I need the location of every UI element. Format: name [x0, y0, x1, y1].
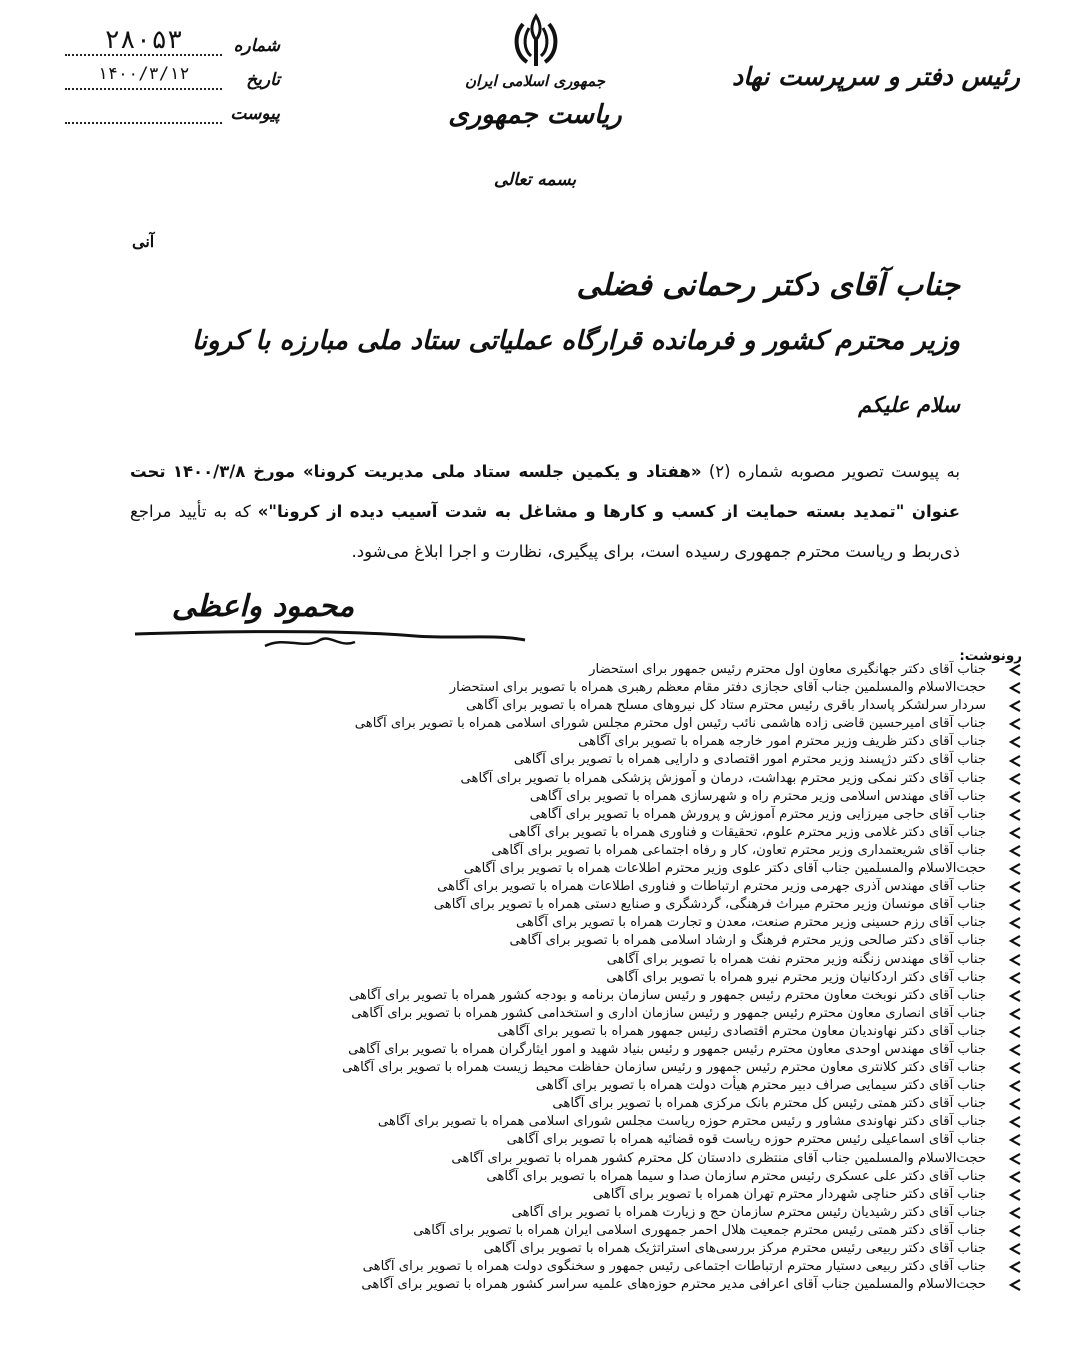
cc-item-text: جناب آقای دکتر دژپسند وزیر محترم امور اقتصادی و دارایی همراه با تصویر برای آگاهی [513, 752, 986, 768]
arrow-bullet-icon [1008, 808, 1022, 822]
cc-item-text: حجت‌الاسلام والمسلمین جناب آقای اعرافی مدیر محترم حوزه‌های علمیه سراسر کشور همراه با تصویر برای آگاهی [361, 1277, 986, 1293]
body-subject-label: تحت عنوان [130, 462, 961, 521]
date-field [65, 56, 280, 90]
cc-list-item [142, 914, 1022, 932]
arrow-bullet-icon [1008, 699, 1022, 713]
salutation: سلام علیکم [858, 392, 960, 417]
arrow-bullet-icon [1008, 1170, 1022, 1184]
cc-item-text: حجت‌الاسلام والمسلمین جناب آقای دکتر علوی وزیر محترم اطلاعات همراه با تصویر برای آگاهی [463, 861, 986, 877]
addressee-title: وزیر محترم کشور و فرمانده قرارگاه عملیاتی ستاد ملی مبارزه با کرونا [191, 326, 960, 356]
cc-list-item [142, 1041, 1022, 1059]
arrow-bullet-icon [1008, 989, 1022, 1003]
arrow-bullet-icon [1008, 1097, 1022, 1111]
cc-list-item [142, 1095, 1022, 1113]
cc-list-item [142, 679, 1022, 697]
arrow-bullet-icon [1008, 1278, 1022, 1292]
signature-text: محمود واعظی [171, 589, 355, 624]
office-name: ریاست جمهوری [448, 100, 622, 130]
cc-list-item [142, 896, 1022, 914]
cc-list-item [142, 1168, 1022, 1186]
number-field [65, 22, 280, 56]
arrow-bullet-icon [1008, 898, 1022, 912]
cc-item-text: جناب آقای مهندس اوحدی معاون محترم رئیس جمهور و رئیس بنیاد شهید و امور ایثارگران همراه با تصویر برای آگاهی [348, 1041, 986, 1057]
cc-item-text: جناب آقای شریعتمداری وزیر محترم تعاون، کار و رفاه اجتماعی همراه با تصویر برای آگاهی [491, 842, 986, 858]
cc-item-text: جناب آقای دکتر جهانگیری معاون اول محترم رئیس جمهور برای استحضار [589, 662, 986, 677]
arrow-bullet-icon [1008, 1260, 1022, 1274]
body-part-1: به پیوست تصویر مصوبه شماره (۲) [701, 462, 960, 481]
cc-list-item [142, 1131, 1022, 1149]
arrow-bullet-icon [1008, 681, 1022, 695]
arrow-bullet-icon [1008, 1079, 1022, 1093]
cc-item-text: جناب آقای دکتر حناچی شهردار محترم تهران همراه با تصویر برای آگاهی [592, 1186, 986, 1202]
cc-list-item [142, 788, 1022, 806]
arrow-bullet-icon [1008, 1188, 1022, 1202]
attachment-label: پیوست [230, 104, 280, 124]
cc-list-item [142, 1276, 1022, 1294]
cc-item-text: جناب آقای امیرحسین قاضی زاده هاشمی نائب رئیس اول محترم مجلس شورای اسلامی همراه با تصویر برای آگاهی [354, 716, 986, 732]
cc-item-text: جناب آقای دکتر علی عسکری رئیس محترم سازمان صدا و سیما همراه با تصویر برای آگاهی [486, 1168, 986, 1184]
cc-item-text: جناب آقای مهندس آذری جهرمی وزیر محترم ارتباطات و فناوری اطلاعات همراه با تصویر برای آگاهی [437, 879, 986, 895]
cc-item-text: جناب آقای دکتر ظریف وزیر محترم امور خارجه همراه با تصویر برای آگاهی [578, 734, 986, 750]
cc-list-item [142, 697, 1022, 715]
signature [115, 576, 535, 656]
body-paragraph [130, 452, 960, 572]
attachment-value [65, 122, 222, 124]
cc-list-item [142, 661, 1022, 679]
cc-item-text: جناب آقای مهندس اسلامی وزیر محترم راه و شهرسازی همراه با تصویر برای آگاهی [529, 788, 986, 804]
arrow-bullet-icon [1008, 1152, 1022, 1166]
arrow-bullet-icon [1008, 754, 1022, 768]
cc-list-item [142, 1186, 1022, 1204]
cc-list-item [142, 1023, 1022, 1041]
cc-list-item [142, 1204, 1022, 1222]
cc-list-item [142, 860, 1022, 878]
cc-item-text: جناب آقای دکتر نوبخت معاون محترم رئیس جمهور و رئیس سازمان برنامه و بودجه کشور همراه با تصویر برای آگاهی [348, 987, 986, 1003]
number-label: شماره [233, 36, 280, 56]
bismillah: بسمه تعالی [493, 170, 577, 190]
cc-list-item [142, 1059, 1022, 1077]
cc-item-text: جناب آقای رزم حسینی وزیر محترم صنعت، معدن و تجارت همراه با تصویر برای آگاهی [516, 915, 986, 931]
cc-title: رونوشت: [959, 648, 1022, 664]
cc-item-text: جناب آقای دکتر سیمایی صراف دبیر محترم هیأت دولت همراه با تصویر برای آگاهی [535, 1078, 986, 1094]
arrow-bullet-icon [1008, 953, 1022, 967]
arrow-bullet-icon [1008, 1061, 1022, 1075]
cc-list-item [142, 951, 1022, 969]
cc-item-text: جناب آقای مونسان وزیر محترم میراث فرهنگی، گردشگری و صنایع دستی همراه با تصویر برای آگاهی [433, 897, 986, 913]
arrow-bullet-icon [1008, 1224, 1022, 1238]
body-subject: "تمدید بسته حمایت از کسب و کارها و مشاغل به شدت آسیب دیده از کرونا"» [257, 502, 912, 521]
cc-list-item [142, 969, 1022, 987]
arrow-bullet-icon [1008, 844, 1022, 858]
body-part-3: که به تأیید مراجع ذی‌ربط و ریاست محترم جمهوری رسیده است، برای پیگیری، نظارت و اجرا ابلاغ می‌شود. [130, 502, 960, 561]
arrow-bullet-icon [1008, 1025, 1022, 1039]
cc-item-text: جناب آقای مهندس زنگنه وزیر محترم نفت همراه با تصویر برای آگاهی [606, 951, 986, 967]
cc-list-item [142, 806, 1022, 824]
sender-title: رئیس دفتر و سرپرست نهاد [732, 62, 1020, 91]
cc-list-item [142, 824, 1022, 842]
arrow-bullet-icon [1008, 790, 1022, 804]
date-value: ۱۴۰۰/۳/۱۲ [65, 60, 222, 90]
cc-item-text: حجت‌الاسلام والمسلمین جناب آقای حجازی دفتر مقام معظم رهبری همراه با تصویر برای استحضار [449, 680, 986, 696]
arrow-bullet-icon [1008, 1007, 1022, 1021]
cc-list-item [142, 1005, 1022, 1023]
cc-item-text: جناب آقای انصاری معاون محترم رئیس جمهور و رئیس سازمان اداری و استخدامی کشور همراه با تصویر برای آگاهی [351, 1005, 986, 1021]
cc-list-item [142, 1222, 1022, 1240]
cc-item-text: جناب آقای دکتر نمکی وزیر محترم بهداشت، درمان و آموزش پزشکی همراه با تصویر برای آگاهی [460, 770, 986, 786]
cc-list-item [142, 842, 1022, 860]
arrow-bullet-icon [1008, 1206, 1022, 1220]
body-meeting: «هفتاد و یکمین جلسه ستاد ملی مدیریت کرونا» مورخ ۱۴۰۰/۳/۸ [172, 462, 702, 481]
cc-list-item [142, 1113, 1022, 1131]
arrow-bullet-icon [1008, 971, 1022, 985]
cc-item-text: جناب آقای دکتر همتی رئیس کل محترم بانک مرکزی همراه با تصویر برای آگاهی [552, 1096, 986, 1112]
cc-list-item [142, 987, 1022, 1005]
reference-fields [65, 22, 280, 124]
arrow-bullet-icon [1008, 916, 1022, 930]
arrow-bullet-icon [1008, 717, 1022, 731]
date-label: تاریخ [246, 70, 280, 90]
arrow-bullet-icon [1008, 934, 1022, 948]
cc-item-text: جناب آقای دکتر همتی رئیس محترم جمعیت هلال احمر جمهوری اسلامی ایران همراه با تصویر برای آگاهی [413, 1222, 986, 1238]
cc-item-text: جناب آقای دکتر صالحی وزیر محترم فرهنگ و ارشاد اسلامی همراه با تصویر برای آگاهی [509, 933, 986, 949]
cc-item-text: جناب آقای دکتر رشیدیان رئیس محترم سازمان حج و زیارت همراه با تصویر برای آگاهی [511, 1204, 986, 1220]
cc-list-item [142, 1258, 1022, 1276]
cc-item-text: حجت‌الاسلام والمسلمین جناب آقای منتظری دادستان کل محترم کشور همراه با تصویر برای آگاهی [451, 1150, 986, 1166]
number-value: ۲۸۰۵۳ [65, 26, 222, 56]
cc-item-text: جناب آقای اسماعیلی رئیس محترم حوزه ریاست قوه قضائیه همراه با تصویر برای آگاهی [506, 1132, 986, 1148]
attachment-field [65, 90, 280, 124]
arrow-bullet-icon [1008, 663, 1022, 677]
cc-list-item [142, 770, 1022, 788]
arrow-bullet-icon [1008, 826, 1022, 840]
cc-item-text: جناب آقای دکتر کلانتری معاون محترم رئیس جمهور و رئیس سازمان حفاظت محیط زیست همراه با تصویر برای آگاهی [342, 1060, 986, 1076]
cc-list-item [142, 932, 1022, 950]
cc-item-text: جناب آقای دکتر نهاوندیان معاون محترم اقتصادی رئیس جمهور همراه با تصویر برای آگاهی [497, 1023, 986, 1039]
priority-label: آنی [132, 232, 155, 251]
body-part-2 [166, 462, 173, 481]
cc-list-item [142, 1077, 1022, 1095]
cc-item-text: جناب آقای دکتر غلامی وزیر محترم علوم، تحقیقات و فناوری همراه با تصویر برای آگاهی [508, 824, 986, 840]
arrow-bullet-icon [1008, 862, 1022, 876]
country-name: جمهوری اسلامی ایران [464, 72, 606, 90]
arrow-bullet-icon [1008, 1043, 1022, 1057]
addressee-name: جناب آقای دکتر رحمانی فضلی [576, 268, 960, 303]
arrow-bullet-icon [1008, 772, 1022, 786]
iran-emblem-icon [505, 10, 567, 72]
cc-item-text: جناب آقای دکتر ربیعی دستیار محترم ارتباطات اجتماعی رئیس جمهور و سخنگوی دولت همراه با تصویر برای آگاهی [362, 1259, 986, 1275]
arrow-bullet-icon [1008, 1133, 1022, 1147]
cc-list-item [142, 1240, 1022, 1258]
cc-item-text: جناب آقای حاجی میرزایی وزیر محترم آموزش و پرورش همراه با تصویر برای آگاهی [529, 806, 986, 822]
cc-item-text: جناب آقای دکتر اردکانیان وزیر محترم نیرو همراه با تصویر برای آگاهی [606, 969, 986, 985]
cc-list-item [142, 733, 1022, 751]
arrow-bullet-icon [1008, 735, 1022, 749]
arrow-bullet-icon [1008, 1115, 1022, 1129]
cc-item-text: جناب آقای دکتر نهاوندی مشاور و رئیس محترم حوزه ریاست مجلس شورای اسلامی همراه با تصویر برای آگاهی [377, 1114, 986, 1130]
cc-list-item [142, 715, 1022, 733]
cc-list-item [142, 1150, 1022, 1168]
cc-item-text: جناب آقای دکتر ربیعی رئیس محترم مرکز بررسی‌های استراتژیک همراه با تصویر برای آگاهی [483, 1241, 986, 1256]
cc-list-item [142, 878, 1022, 896]
cc-item-text: سردار سرلشکر پاسدار باقری رئیس محترم ستاد کل نیروهای مسلح همراه با تصویر برای آگاهی [466, 698, 986, 714]
arrow-bullet-icon [1008, 1242, 1022, 1256]
cc-list [142, 661, 1022, 1294]
arrow-bullet-icon [1008, 880, 1022, 894]
cc-list-item [142, 751, 1022, 769]
